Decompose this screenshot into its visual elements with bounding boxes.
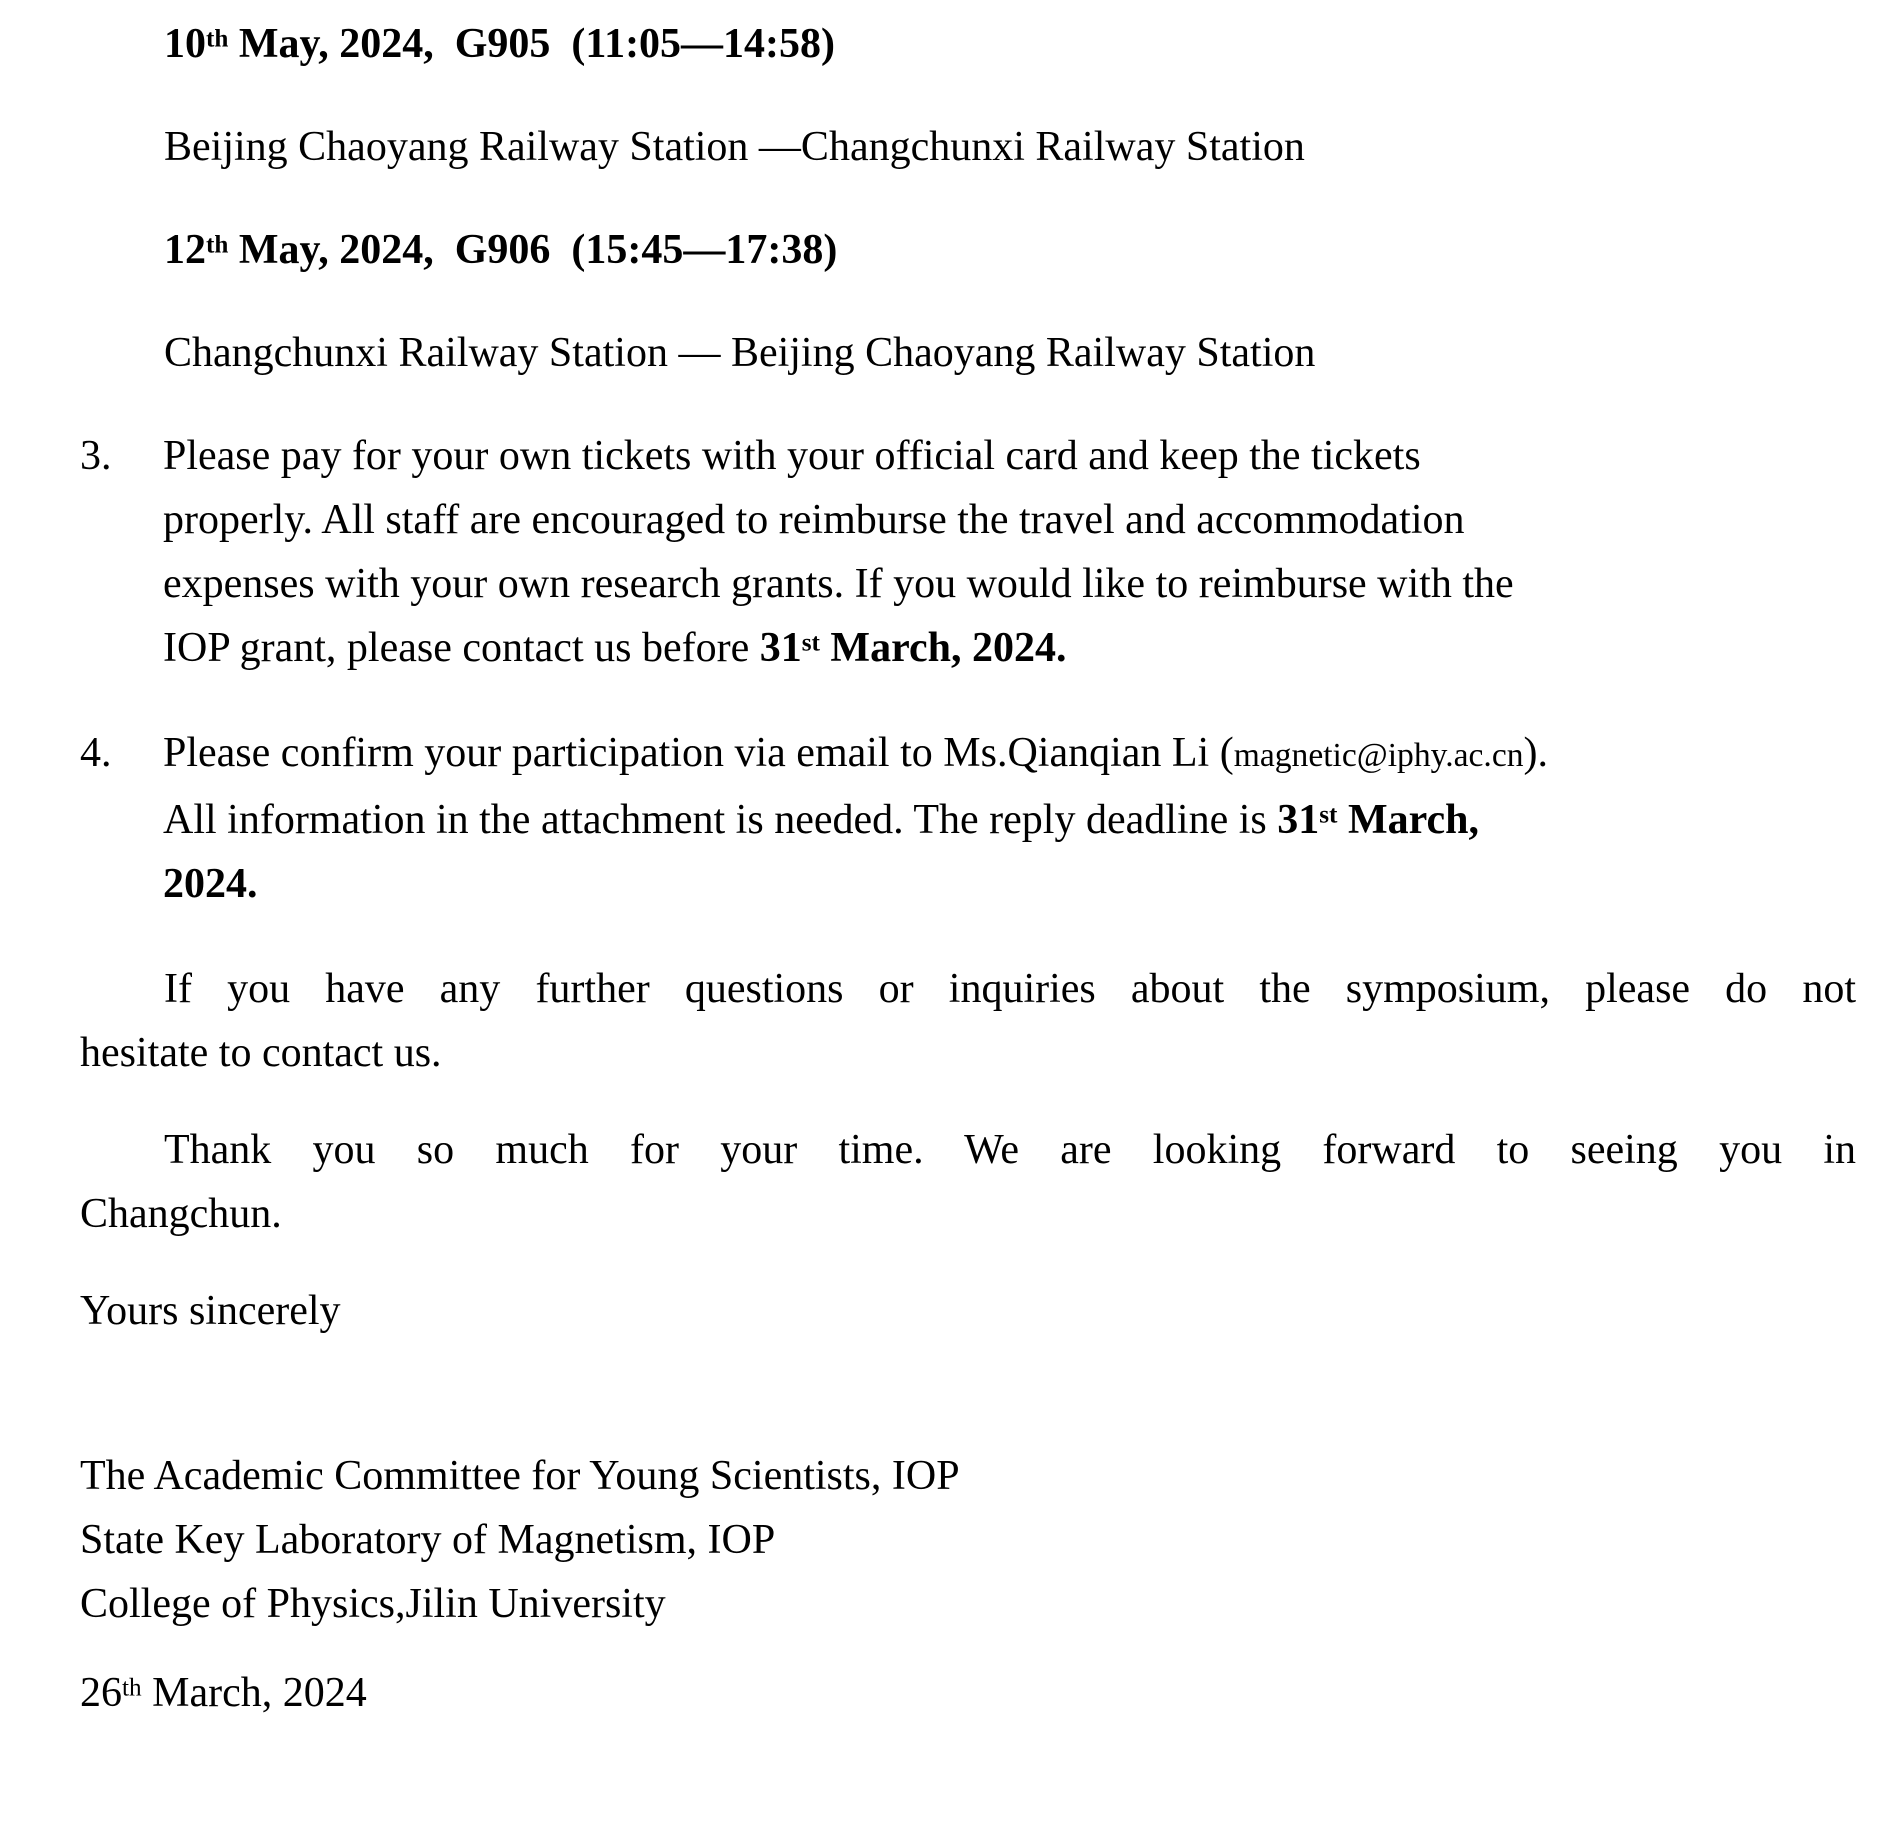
signature-line-committee: The Academic Committee for Young Scientists, IOP bbox=[80, 1453, 960, 1499]
itinerary-route-2: Changchunxi Railway Station — Beijing Chaoyang Railway Station bbox=[164, 330, 1316, 376]
signature-line-college: College of Physics,Jilin University bbox=[80, 1581, 666, 1627]
list-item-3 bbox=[80, 424, 1856, 680]
letter-date: 26th March, 2024 bbox=[80, 1670, 367, 1716]
itinerary-route-1: Beijing Chaoyang Railway Station —Changchunxi Railway Station bbox=[164, 124, 1305, 170]
list-item-3-line-3: expenses with your own research grants. If you would like to reimburse with the bbox=[163, 561, 1514, 607]
list-item-4-line-1: Please confirm your participation via email to Ms.Qianqian Li (magnetic@iphy.ac.cn). bbox=[163, 730, 1549, 776]
list-item-4 bbox=[80, 721, 1856, 916]
list-item-4-text bbox=[163, 721, 1856, 916]
paragraph-questions-line-2: hesitate to contact us. bbox=[80, 1030, 442, 1076]
list-item-4-line-3: 2024. bbox=[163, 861, 258, 907]
itinerary-block bbox=[80, 12, 1856, 385]
paragraph-questions bbox=[80, 957, 1856, 1085]
list-item-3-number: 3. bbox=[80, 433, 112, 479]
list-item-3-line-1: Please pay for your own tickets with your official card and keep the tickets bbox=[163, 433, 1421, 479]
paragraph-thanks-line-2: Changchun. bbox=[80, 1191, 282, 1237]
paragraph-thanks-line-1: Thank you so much for your time. We are looking forward to seeing you in bbox=[164, 1127, 1856, 1173]
signature-line-laboratory: State Key Laboratory of Magnetism, IOP bbox=[80, 1517, 776, 1563]
paragraph-thanks bbox=[80, 1118, 1856, 1246]
itinerary-date-1: 10th May, 2024, G905 (11:05—14:58) bbox=[164, 21, 836, 67]
closing-salutation: Yours sincerely bbox=[80, 1288, 341, 1334]
list-item-3-text bbox=[163, 424, 1856, 680]
list-item-4-number: 4. bbox=[80, 730, 112, 776]
itinerary-date-2: 12th May, 2024, G906 (15:45—17:38) bbox=[164, 227, 838, 273]
list-item-3-line-2: properly. All staff are encouraged to reimburse the travel and accommodation bbox=[163, 497, 1465, 543]
list-item-3-line-4: IOP grant, please contact us before 31st March, 2024. bbox=[163, 625, 1067, 671]
signature-block bbox=[80, 1444, 1856, 1636]
paragraph-questions-line-1: If you have any further questions or inquiries about the symposium, please do not bbox=[164, 966, 1856, 1012]
list-item-4-line-2: All information in the attachment is needed. The reply deadline is 31st March, bbox=[163, 797, 1479, 843]
